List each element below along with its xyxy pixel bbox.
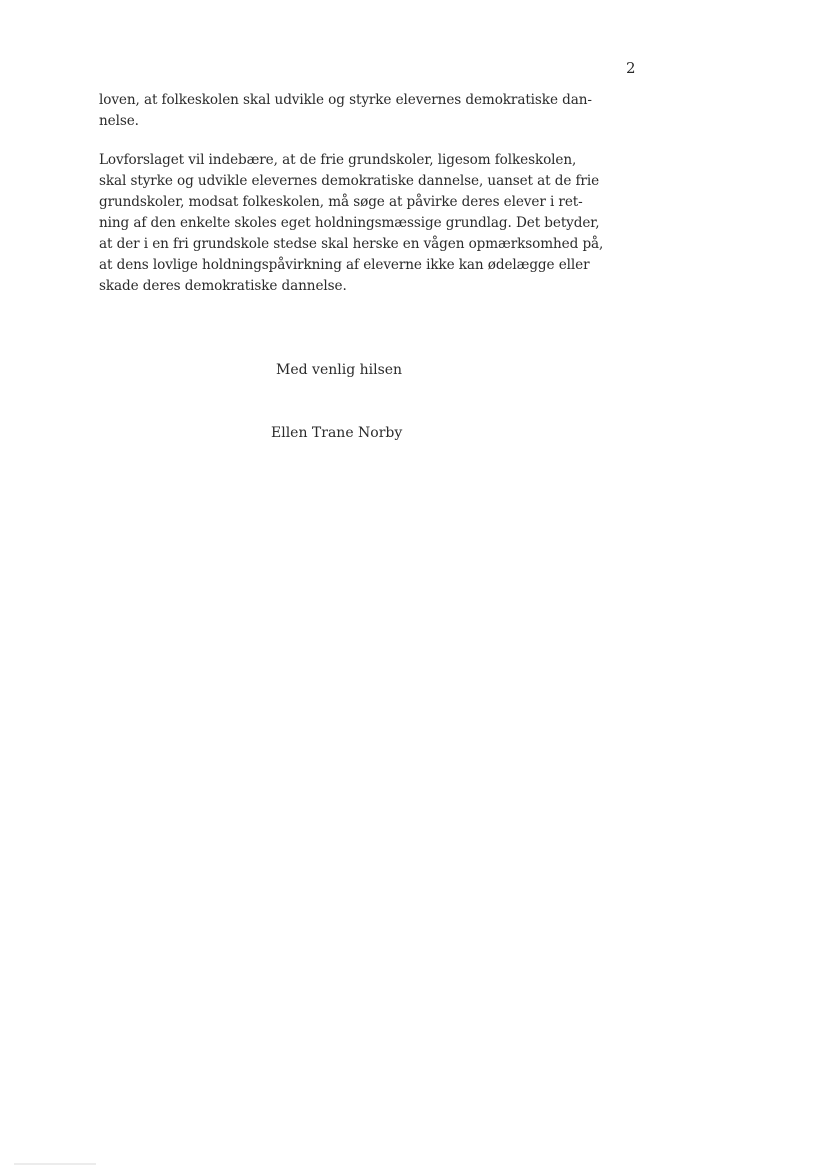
paragraph-line: skade deres demokratiske dannelse. xyxy=(99,278,347,294)
page-number: 2 xyxy=(626,59,636,77)
paragraph-line: loven, at folkeskolen skal udvikle og styrke elevernes demokratiske dan- xyxy=(99,92,592,108)
closing-greeting: Med venlig hilsen xyxy=(276,362,403,378)
paragraph-2 xyxy=(99,150,604,297)
paragraph-line: at der i en fri grundskole stedse skal herske en vågen opmærksomhed på, xyxy=(99,236,604,252)
scan-artifact xyxy=(14,1163,96,1165)
signature-name: Ellen Trane Norby xyxy=(271,425,403,441)
paragraph-1 xyxy=(99,90,592,132)
paragraph-line: Lovforslaget vil indebære, at de frie grundskoler, ligesom folkeskolen, xyxy=(99,152,577,168)
paragraph-line: ning af den enkelte skoles eget holdningsmæssige grundlag. Det betyder, xyxy=(99,215,600,231)
paragraph-line: grundskoler, modsat folkeskolen, må søge at påvirke deres elever i ret- xyxy=(99,194,583,210)
paragraph-line: at dens lovlige holdningspåvirkning af eleverne ikke kan ødelægge eller xyxy=(99,257,590,273)
paragraph-line: nelse. xyxy=(99,113,139,129)
paragraph-line: skal styrke og udvikle elevernes demokratiske dannelse, uanset at de frie xyxy=(99,173,600,189)
